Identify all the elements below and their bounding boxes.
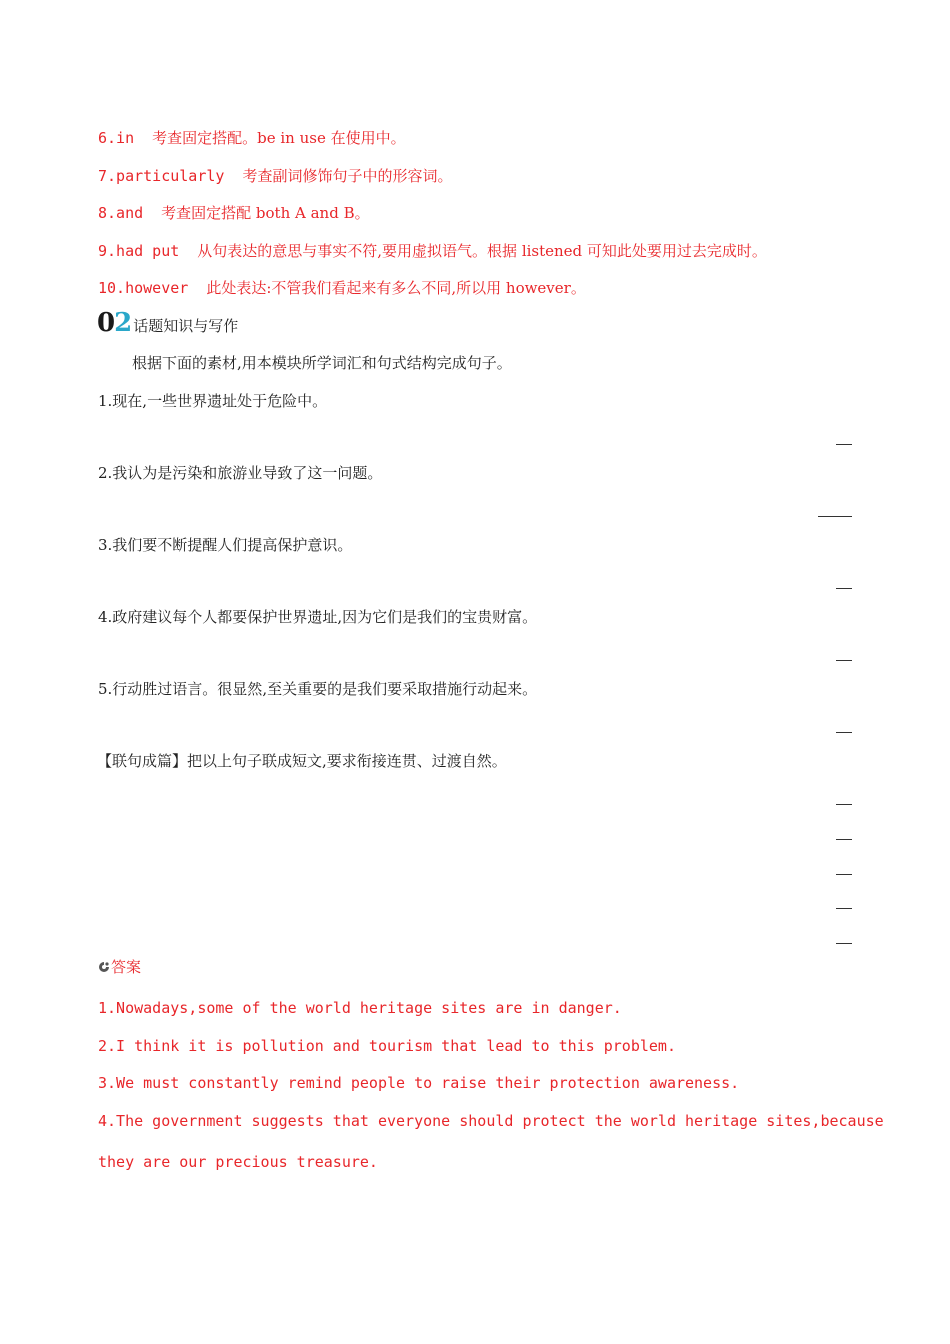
answer-blank-3 — [836, 588, 852, 589]
answer-4: 4.The government suggests that everyone should protect the world heritage sites,because — [98, 1112, 884, 1130]
prompt-2: 2.我认为是污染和旅游业导致了这一问题。 — [98, 464, 383, 482]
section-title: 话题知识与写作 — [133, 317, 239, 335]
explanation-9 — [98, 241, 767, 261]
answer-3: 3.We must constantly remind people to raise their protection awareness. — [98, 1074, 740, 1092]
answer-4-continued: they are our precious treasure. — [98, 1153, 378, 1171]
explanation-7 — [98, 166, 452, 186]
answer-2: 2.I think it is pollution and tourism that lead to this problem. — [98, 1037, 676, 1055]
explanation-10 — [98, 278, 586, 298]
explanation-8 — [98, 203, 370, 223]
combine-blank-3 — [836, 874, 852, 875]
explanation-answer: 9.had put — [98, 242, 180, 260]
explanation-answer: 6.in — [98, 129, 135, 147]
combine-blank-4 — [836, 908, 852, 909]
explanation-answer: 7.particularly — [98, 167, 225, 185]
explanation-note: 考查固定搭配 both A and B。 — [161, 204, 370, 222]
explanation-note: 此处表达:不管我们看起来有多么不同,所以用 however。 — [206, 279, 586, 297]
answer-key-icon — [98, 961, 110, 973]
answer-heading — [98, 957, 141, 977]
prompt-4: 4.政府建议每个人都要保护世界遗址,因为它们是我们的宝贵财富。 — [98, 608, 538, 626]
section-number: 02 — [97, 308, 132, 338]
prompt-3: 3.我们要不断提醒人们提高保护意识。 — [98, 536, 353, 554]
answer-blank-5 — [836, 732, 852, 733]
instruction-text: 根据下面的素材,用本模块所学词汇和句式结构完成句子。 — [132, 354, 512, 372]
answer-blank-2 — [818, 516, 852, 517]
prompt-5: 5.行动胜过语言。很显然,至关重要的是我们要采取措施行动起来。 — [98, 680, 538, 698]
answer-1: 1.Nowadays,some of the world heritage sites are in danger. — [98, 999, 622, 1017]
explanation-6 — [98, 128, 406, 148]
answer-blank-1 — [836, 444, 852, 445]
answer-heading-text: 答案 — [111, 958, 142, 976]
explanation-note: 考查固定搭配。be in use 在使用中。 — [152, 129, 406, 147]
section-heading — [97, 308, 238, 336]
combine-prompt: 【联句成篇】把以上句子联成短文,要求衔接连贯、过渡自然。 — [97, 752, 507, 770]
combine-blank-1 — [836, 804, 852, 805]
explanation-answer: 10.however — [98, 279, 189, 297]
explanation-answer: 8.and — [98, 204, 144, 222]
explanation-note: 从句表达的意思与事实不符,要用虚拟语气。根据 listened 可知此处要用过去完成时。 — [197, 242, 767, 260]
answer-blank-4 — [836, 660, 852, 661]
combine-blank-5 — [836, 943, 852, 944]
combine-blank-2 — [836, 839, 852, 840]
prompt-1: 1.现在,一些世界遗址处于危险中。 — [98, 392, 328, 410]
explanation-note: 考查副词修饰句子中的形容词。 — [242, 167, 453, 185]
